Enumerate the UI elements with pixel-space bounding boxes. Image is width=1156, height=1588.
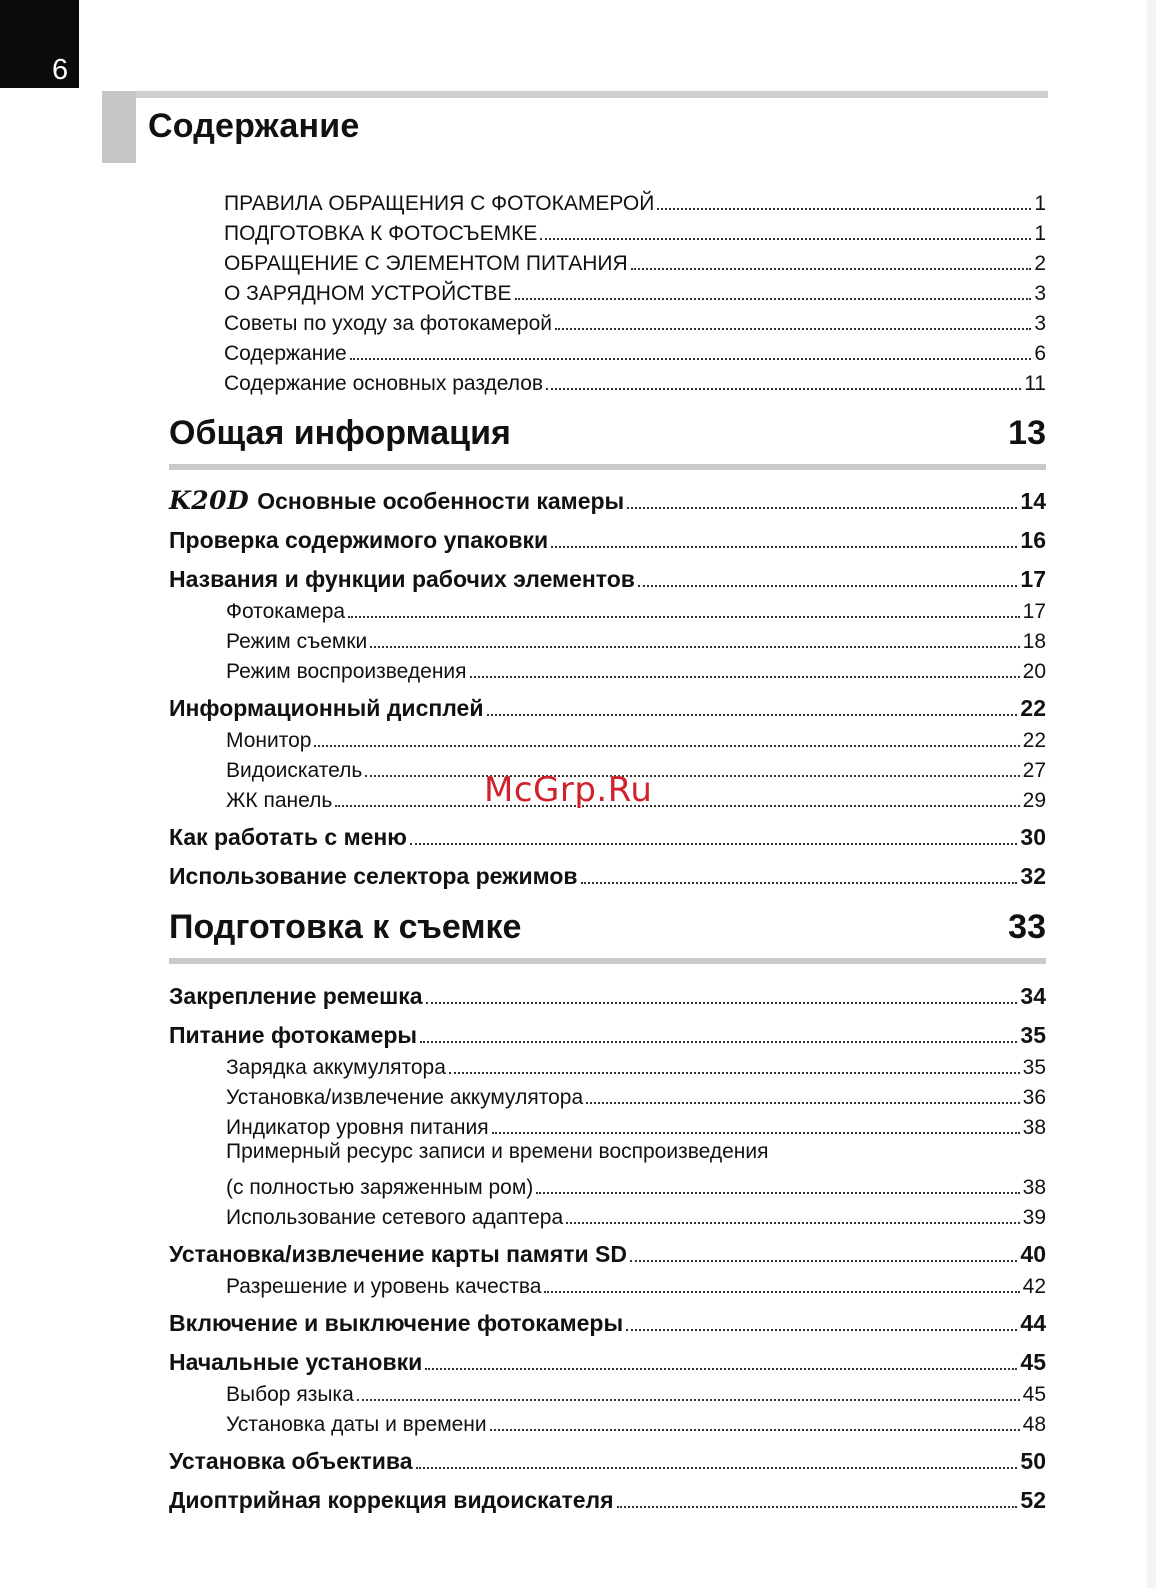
toc-entry-page: 16: [1020, 527, 1046, 553]
toc-entry-label: ПРАВИЛА ОБРАЩЕНИЯ С ФОТОКАМЕРОЙ: [224, 192, 655, 215]
toc-entry[interactable]: [226, 1407, 1046, 1437]
page-title: Содержание: [148, 107, 360, 145]
brand-logo-k20d: K20D: [169, 486, 250, 515]
toc-entry[interactable]: [224, 186, 1046, 216]
toc-entry[interactable]: [224, 306, 1046, 336]
page-number: 6: [52, 54, 69, 86]
toc-entry-page: 32: [1020, 863, 1046, 889]
toc-entry-page: 38: [1022, 1116, 1046, 1139]
toc-entry[interactable]: [169, 860, 1046, 890]
toc-entry-page: 38: [1022, 1176, 1046, 1199]
toc-entry-page: 42: [1022, 1275, 1046, 1298]
toc-entry-page: 35: [1022, 1056, 1046, 1079]
dot-leader: [515, 298, 1032, 300]
toc-entry[interactable]: [226, 723, 1046, 753]
dot-leader: [357, 1399, 1020, 1401]
toc-entry-page: 11: [1024, 372, 1046, 395]
toc-entry[interactable]: [226, 1377, 1046, 1407]
toc-entry-label: Выбор языка: [226, 1383, 354, 1406]
toc-entry-label: Установка/извлечение карты памяти SD: [169, 1241, 627, 1267]
toc-entry-label: Видоискатель: [226, 759, 363, 782]
toc-entry-label: Советы по уходу за фотокамерой: [224, 312, 552, 335]
section-heading[interactable]: [169, 908, 1046, 960]
toc-entry[interactable]: [226, 1080, 1046, 1110]
toc-entry-label: ЖК панель: [226, 789, 333, 812]
dot-leader: [490, 1429, 1020, 1431]
toc-entry-label: Использование селектора режимов: [169, 863, 578, 889]
toc-entry[interactable]: [224, 366, 1046, 396]
toc-entry[interactable]: [226, 1110, 1046, 1140]
toc-entry-label: Индикатор уровня питания: [226, 1116, 489, 1139]
toc-entry-page: 6: [1034, 342, 1046, 365]
toc-entry[interactable]: [169, 1484, 1046, 1514]
toc-entry-page: 17: [1022, 600, 1046, 623]
toc-entry[interactable]: [169, 524, 1046, 554]
toc-entry[interactable]: [169, 563, 1046, 593]
toc-entry[interactable]: [226, 1050, 1046, 1080]
dot-leader: [370, 646, 1019, 648]
toc-entry-page: 3: [1034, 282, 1046, 305]
section-heading[interactable]: [169, 414, 1046, 466]
dot-leader: [350, 358, 1032, 360]
dot-leader: [492, 1132, 1020, 1134]
section-title: Общая информация: [169, 414, 511, 452]
toc-entry[interactable]: [226, 594, 1046, 624]
toc-entry-label: Диоптрийная коррекция видоискателя: [169, 1487, 614, 1513]
toc-entry-page: 35: [1020, 1022, 1046, 1048]
toc-entry-page: 50: [1020, 1448, 1046, 1474]
toc-entry-page: 2: [1034, 252, 1046, 275]
toc-entry-page: 40: [1020, 1241, 1046, 1267]
toc-entry[interactable]: [169, 1238, 1046, 1268]
toc-entry-label: ПОДГОТОВКА К ФОТОСЪЕМКЕ: [224, 222, 538, 245]
toc-entry[interactable]: [224, 336, 1046, 366]
toc-entry-page: 39: [1022, 1206, 1046, 1229]
toc-entry-page: 1: [1034, 222, 1046, 245]
toc-entry[interactable]: [169, 1346, 1046, 1376]
toc-entry-page: 20: [1022, 660, 1046, 683]
toc-entry-page: 45: [1022, 1383, 1046, 1406]
dot-leader: [536, 1192, 1019, 1194]
toc-entry-label: Установка даты и времени: [226, 1413, 487, 1436]
toc-entry-label: Установка объектива: [169, 1448, 413, 1474]
toc-entry-label: Информационный дисплей: [169, 695, 484, 721]
toc-entry[interactable]: [224, 246, 1046, 276]
toc-entry-label: О ЗАРЯДНОМ УСТРОЙСТВЕ: [224, 282, 512, 305]
dot-leader: [617, 1506, 1018, 1508]
section-rule: [169, 958, 1046, 964]
dot-leader: [630, 1260, 1017, 1262]
toc-entry[interactable]: [169, 980, 1046, 1010]
toc-entry-label: Фотокамера: [226, 600, 346, 623]
toc-entry[interactable]: [224, 216, 1046, 246]
dot-leader: [449, 1072, 1020, 1074]
dot-leader: [626, 1329, 1017, 1331]
section-title: Подготовка к съемке: [169, 908, 522, 946]
toc-entry-label: Включение и выключение фотокамеры: [169, 1310, 624, 1336]
toc-entry[interactable]: [169, 692, 1046, 722]
toc-entry-page: 48: [1022, 1413, 1046, 1436]
toc-entry-label: K20D Основные особенности камеры: [169, 486, 625, 515]
toc-entry-label: (с полностью заряженным ром): [226, 1176, 534, 1199]
dot-leader: [410, 843, 1018, 845]
toc-entry-page: 27: [1022, 759, 1046, 782]
dot-leader: [555, 328, 1031, 330]
dot-leader: [416, 1467, 1018, 1469]
toc-entry-label: ОБРАЩЕНИЕ С ЭЛЕМЕНТОМ ПИТАНИЯ: [224, 252, 628, 275]
toc-entry-label: Режим воспроизведения: [226, 660, 467, 683]
toc-entry-page: 52: [1020, 1487, 1046, 1513]
toc-entry[interactable]: [169, 485, 1046, 515]
toc-entry-page: 29: [1022, 789, 1046, 812]
toc-entry-page: 18: [1022, 630, 1046, 653]
toc-entry-label: Закрепление ремешка: [169, 983, 423, 1009]
toc-entry-page: 3: [1034, 312, 1046, 335]
toc-entry-page: 44: [1020, 1310, 1046, 1336]
toc-entry-label: Питание фотокамеры: [169, 1022, 418, 1048]
dot-leader: [348, 616, 1020, 618]
toc-entry-page: 22: [1022, 729, 1046, 752]
toc-entry[interactable]: [226, 1200, 1046, 1230]
dot-leader: [581, 882, 1018, 884]
dot-leader: [544, 1291, 1019, 1293]
dot-leader: [314, 745, 1019, 747]
toc-entry-label: Содержание основных разделов: [224, 372, 544, 395]
toc-entry-page: 30: [1020, 824, 1046, 850]
dot-leader: [426, 1002, 1018, 1004]
toc-entry-label: Установка/извлечение аккумулятора: [226, 1086, 584, 1109]
toc-entry[interactable]: [224, 276, 1046, 306]
toc-entry-page: 45: [1020, 1349, 1046, 1375]
toc-entry-label: Названия и функции рабочих элементов: [169, 566, 635, 592]
dot-leader: [365, 775, 1019, 777]
toc-entry[interactable]: [169, 1019, 1046, 1049]
dot-leader: [631, 268, 1032, 270]
toc-entry[interactable]: [226, 654, 1046, 684]
toc-entry-label: Режим съемки: [226, 630, 368, 653]
toc-entry[interactable]: [169, 821, 1046, 851]
toc-entry-label: Примерный ресурс записи и времени воспроизведения: [226, 1140, 769, 1163]
toc-entry-label: Зарядка аккумулятора: [226, 1056, 446, 1079]
page-edge: [1147, 0, 1156, 1588]
dot-leader: [425, 1368, 1017, 1370]
section-page: 13: [1008, 414, 1046, 452]
dot-leader: [551, 546, 1017, 548]
toc-entry-page: 17: [1020, 566, 1046, 592]
toc-entry-page: 14: [1020, 488, 1046, 514]
toc-entry-label: Как работать с меню: [169, 824, 407, 850]
toc-entry[interactable]: [226, 1170, 1046, 1200]
toc-entry-page: 36: [1022, 1086, 1046, 1109]
dot-leader: [657, 208, 1031, 210]
section-page: 33: [1008, 908, 1046, 946]
dot-leader: [586, 1102, 1020, 1104]
toc-entry-label: Содержание: [224, 342, 347, 365]
dot-leader: [540, 238, 1031, 240]
toc-entry-continued[interactable]: [226, 1140, 1046, 1170]
toc-entry[interactable]: [169, 1445, 1046, 1475]
watermark-text: McGrp.Ru: [484, 770, 653, 810]
dot-leader: [470, 676, 1020, 678]
dot-leader: [638, 585, 1017, 587]
toc-entry-page: 22: [1020, 695, 1046, 721]
toc-entry-label: Монитор: [226, 729, 312, 752]
dot-leader: [546, 388, 1021, 390]
dot-leader: [335, 805, 1019, 807]
toc-entry-page: 34: [1020, 983, 1046, 1009]
dot-leader: [487, 714, 1018, 716]
toc-entry-label: Проверка содержимого упаковки: [169, 527, 549, 553]
dot-leader: [566, 1222, 1019, 1224]
toc-entry-label: Использование сетевого адаптера: [226, 1206, 564, 1229]
toc-entry-label: Разрешение и уровень качества: [226, 1275, 542, 1298]
toc-entry-label: Начальные установки: [169, 1349, 423, 1375]
toc-entry[interactable]: [169, 1307, 1046, 1337]
dot-leader: [420, 1041, 1017, 1043]
section-rule: [169, 464, 1046, 470]
toc-entry[interactable]: [226, 624, 1046, 654]
toc-entry[interactable]: [226, 1269, 1046, 1299]
dot-leader: [627, 507, 1017, 509]
toc-entry-page: 1: [1034, 192, 1046, 215]
